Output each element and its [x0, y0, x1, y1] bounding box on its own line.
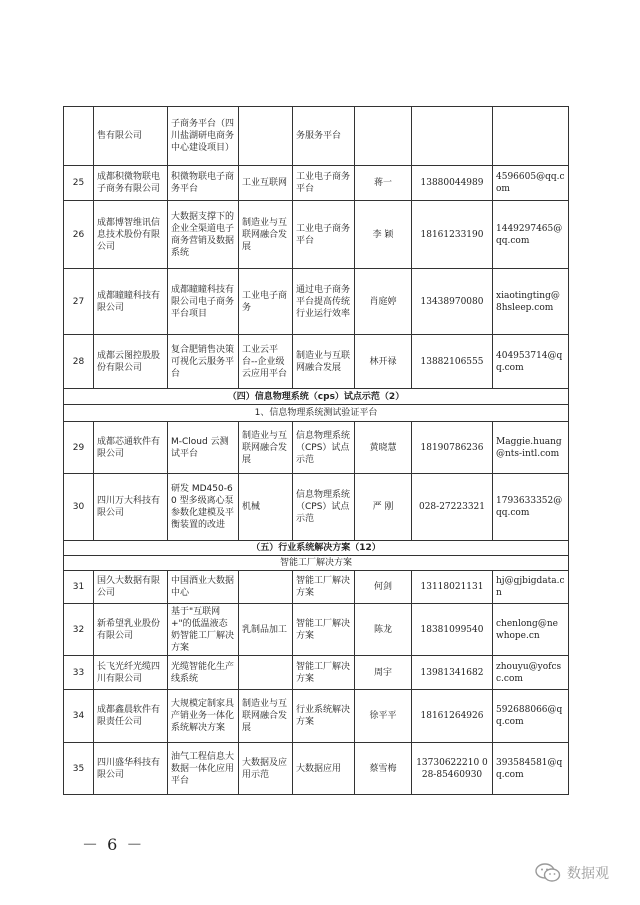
row-number [64, 107, 94, 166]
field-cell: 制造业与互联网融合发展 [239, 201, 293, 269]
phone-cell [412, 107, 493, 166]
project-cell: 基于"互联网+"的低温液态奶智能工厂解决方案 [168, 604, 239, 656]
phone-cell: 13882106555 [412, 335, 493, 389]
contact-cell: 李 颖 [355, 201, 412, 269]
phone-cell: 13730622210 028-85460930 [412, 743, 493, 795]
project-cell: 光缆智能化生产线系统 [168, 656, 239, 690]
row-number: 27 [64, 269, 94, 335]
field-cell: 乳制品加工 [239, 604, 293, 656]
row-number: 28 [64, 335, 94, 389]
direction-cell: 工业电子商务平台 [293, 166, 355, 201]
email-cell: xiaotingting@8hsleep.com [493, 269, 569, 335]
email-cell [493, 107, 569, 166]
field-cell [239, 571, 293, 604]
section-heading-row [64, 541, 569, 556]
table-row [64, 690, 569, 743]
section-heading: （四）信息物理系统（cps）试点示范（2） [64, 389, 569, 405]
table-row [64, 656, 569, 690]
company-cell: 成都云图控股股份有限公司 [94, 335, 168, 389]
project-cell: 研发 MD450-60 型多级离心泵参数化建模及平衡装置的改进 [168, 474, 239, 541]
field-cell [239, 107, 293, 166]
watermark-text: 数据观 [567, 866, 609, 882]
project-cell: 复合肥销售决策可视化云服务平台 [168, 335, 239, 389]
email-cell: Maggie.huang@nts-intl.com [493, 422, 569, 474]
direction-cell: 通过电子商务平台提高传统行业运行效率 [293, 269, 355, 335]
section-heading: （五）行业系统解决方案（12） [64, 541, 569, 556]
direction-cell: 制造业与互联网融合发展 [293, 335, 355, 389]
watermark [535, 863, 609, 883]
row-number: 29 [64, 422, 94, 474]
table-row [64, 474, 569, 541]
phone-cell: 18161233190 [412, 201, 493, 269]
company-cell: 成都博智维讯信息技术股份有限公司 [94, 201, 168, 269]
direction-cell: 信息物理系统（CPS）试点示范 [293, 474, 355, 541]
subsection-heading-row [64, 556, 569, 571]
project-cell: M-Cloud 云测试平台 [168, 422, 239, 474]
phone-cell: 028-27223321 [412, 474, 493, 541]
email-cell: 1449297465@qq.com [493, 201, 569, 269]
subsection-heading: 1、信息物理系统测试验证平台 [64, 405, 569, 422]
row-number: 35 [64, 743, 94, 795]
company-cell: 成都芯通软件有限公司 [94, 422, 168, 474]
contact-cell: 陈龙 [355, 604, 412, 656]
wechat-icon [535, 863, 561, 883]
project-cell: 成都瞳瞳科技有限公司电子商务平台项目 [168, 269, 239, 335]
row-number: 31 [64, 571, 94, 604]
project-cell: 子商务平台（四川盐湖研电商务中心建设项目） [168, 107, 239, 166]
project-table [63, 106, 569, 795]
company-cell: 成都瞳瞳科技有限公司 [94, 269, 168, 335]
section-heading-row [64, 389, 569, 405]
email-cell: 592688066@qq.com [493, 690, 569, 743]
table-row [64, 269, 569, 335]
direction-cell: 信息物理系统（CPS）试点示范 [293, 422, 355, 474]
field-cell: 制造业与互联网融合发展 [239, 690, 293, 743]
project-cell: 积微物联电子商务平台 [168, 166, 239, 201]
phone-cell: 13438970080 [412, 269, 493, 335]
table-row [64, 335, 569, 389]
contact-cell [355, 107, 412, 166]
table-row [64, 107, 569, 166]
table-row [64, 166, 569, 201]
contact-cell: 林开禄 [355, 335, 412, 389]
email-cell: 4596605@qq.com [493, 166, 569, 201]
company-cell: 四川盛华科技有限公司 [94, 743, 168, 795]
contact-cell: 周宇 [355, 656, 412, 690]
row-number: 34 [64, 690, 94, 743]
company-cell: 四川万大科技有限公司 [94, 474, 168, 541]
table-row [64, 604, 569, 656]
direction-cell: 行业系统解决方案 [293, 690, 355, 743]
project-cell: 油气工程信息大数据一体化应用平台 [168, 743, 239, 795]
contact-cell: 严 刚 [355, 474, 412, 541]
project-cell: 大数据支撑下的企业全渠道电子商务营销及数据系统 [168, 201, 239, 269]
project-cell: 大规模定制家具产销业务一体化系统解决方案 [168, 690, 239, 743]
contact-cell: 黄晓慧 [355, 422, 412, 474]
project-cell: 中国酒业大数据中心 [168, 571, 239, 604]
company-cell: 长飞光纤光缆四川有限公司 [94, 656, 168, 690]
contact-cell: 徐平平 [355, 690, 412, 743]
email-cell: hj@gjbigdata.cn [493, 571, 569, 604]
company-cell: 成都鑫晨软件有限责任公司 [94, 690, 168, 743]
field-cell [239, 656, 293, 690]
row-number: 30 [64, 474, 94, 541]
field-cell: 机械 [239, 474, 293, 541]
table-row [64, 743, 569, 795]
phone-cell: 13981341682 [412, 656, 493, 690]
phone-cell: 18190786236 [412, 422, 493, 474]
direction-cell: 智能工厂解决方案 [293, 656, 355, 690]
row-number: 32 [64, 604, 94, 656]
field-cell: 工业互联网 [239, 166, 293, 201]
row-number: 26 [64, 201, 94, 269]
direction-cell: 智能工厂解决方案 [293, 571, 355, 604]
phone-cell: 18381099540 [412, 604, 493, 656]
phone-cell: 13118021131 [412, 571, 493, 604]
phone-cell: 13880044989 [412, 166, 493, 201]
table-row [64, 422, 569, 474]
contact-cell: 肖庭婷 [355, 269, 412, 335]
phone-cell: 18161264926 [412, 690, 493, 743]
email-cell: chenlong@newhope.cn [493, 604, 569, 656]
direction-cell: 大数据应用 [293, 743, 355, 795]
field-cell: 工业云平台--企业级云应用平台 [239, 335, 293, 389]
email-cell: 404953714@qq.com [493, 335, 569, 389]
page-number: － 6 － [82, 835, 145, 854]
field-cell: 制造业与互联网融合发展 [239, 422, 293, 474]
field-cell: 工业电子商务 [239, 269, 293, 335]
table-row [64, 201, 569, 269]
row-number: 33 [64, 656, 94, 690]
email-cell: zhouyu@yofcsc.com [493, 656, 569, 690]
email-cell: 1793633352@qq.com [493, 474, 569, 541]
company-cell: 国久大数据有限公司 [94, 571, 168, 604]
email-cell: 393584581@qq.com [493, 743, 569, 795]
direction-cell: 智能工厂解决方案 [293, 604, 355, 656]
direction-cell: 工业电子商务平台 [293, 201, 355, 269]
subsection-heading-row [64, 405, 569, 422]
company-cell: 新希望乳业股份有限公司 [94, 604, 168, 656]
direction-cell: 务服务平台 [293, 107, 355, 166]
contact-cell: 何剑 [355, 571, 412, 604]
contact-cell: 蔡雪梅 [355, 743, 412, 795]
company-cell: 售有限公司 [94, 107, 168, 166]
subsection-heading: 智能工厂解决方案 [64, 556, 569, 571]
row-number: 25 [64, 166, 94, 201]
field-cell: 大数据及应用示范 [239, 743, 293, 795]
company-cell: 成都积微物联电子商务有限公司 [94, 166, 168, 201]
table-row [64, 571, 569, 604]
contact-cell: 蒋一 [355, 166, 412, 201]
